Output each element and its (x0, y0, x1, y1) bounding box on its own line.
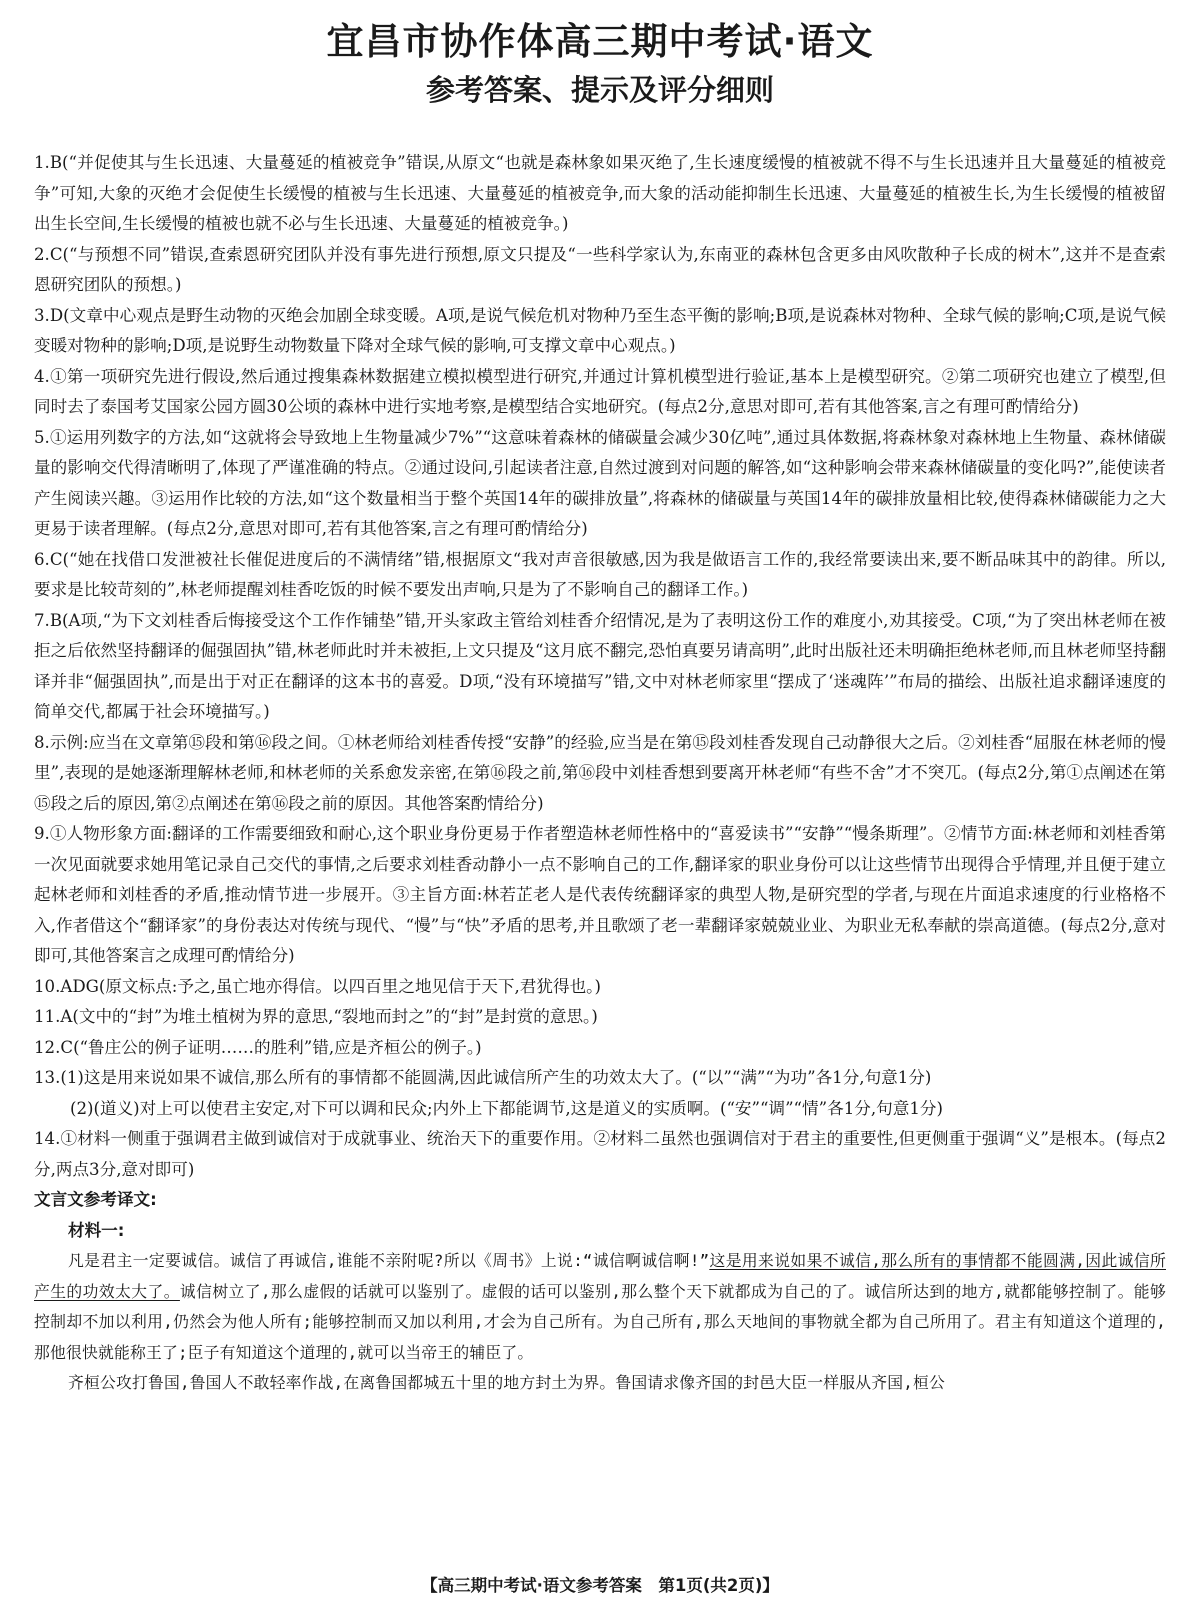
answer-text: ADG(原文标点:予之,虽亡地亦得信。以四百里之地见信于天下,君犹得也。) (60, 976, 601, 996)
answer-item-13-part2: (2)(道义)对上可以使君主安定,对下可以调和民众;内外上下都能调节,这是道义的实质啊。(“安”“调”“情”各1分,句意1分) (70, 1098, 943, 1118)
answer-number: 12. (34, 1037, 61, 1057)
answer-text: (1)这是用来说如果不诚信,那么所有的事情都不能圆满,因此诚信所产生的功效太大了。(“以”“满”“为功”各1分,句意1分) (60, 1068, 932, 1087)
answer-item-3 (34, 301, 1166, 362)
answer-text: C(“鲁庄公的例子证明……的胜利”错,应是齐桓公的例子。) (60, 1037, 482, 1057)
answer-content (34, 148, 1166, 1399)
answer-text: ①运用列数字的方法,如“这就将会导致地上生物量减少7%”“这意味着森林的储碳量会减少30亿吨”,通过具体数据,将森林象对森林地上生物量、森林储碳量的影响交代得清晰明了,体现了严谨准确的特点。②通过设问,引起读者注意,自然过渡到对问题的解答,如“这种影响会带来森林储碳量的变化吗?”,能使读者产生阅读兴趣。③运用作比较的方法,如“这个数量相当于整个英国14年的碳排放量”,将森林的储碳量与英国14年的碳排放量相比较,使得森林储碳能力之大更易于读者理解。(每点2分,意思对即可,若有其他答案,言之有理可酌情给分) (34, 427, 1166, 538)
translation-text: 凡是君主一定要诚信。诚信了再诚信,谁能不亲附呢?所以《周书》上说:“诚信啊诚信啊!” (68, 1251, 710, 1270)
answer-number: 11. (34, 1007, 61, 1026)
answer-text: ①第一项研究先进行假设,然后通过搜集森林数据建立模拟模型进行研究,并通过计算机模型进行验证,基本上是模型研究。②第二项研究也建立了模型,但同时去了泰国考艾国家公园方圆30公顷的森林中进行实地考察,是模型结合实地研究。(每点2分,意思对即可,若有其他答案,言之有理可酌情给分) (34, 366, 1166, 416)
answer-item-11 (34, 1002, 1166, 1033)
translation-heading: 文言文参考译文: (34, 1190, 157, 1209)
answer-number: 6. (34, 549, 50, 569)
answer-number: 1. (34, 153, 50, 172)
answer-item-7 (34, 606, 1166, 728)
answer-number: 8. (34, 732, 50, 752)
answer-text: C(“她在找借口发泄被社长催促进度后的不满情绪”错,根据原文“我对声音很敏感,因为我是做语言工作的,我经常要读出来,要不断品味其中的韵律。所以,要求是比较苛刻的”,林老师提醒刘桂香吃饭的时候不要发出声响,只是为了不影响自己的翻译工作。) (34, 549, 1166, 599)
page-subtitle: 参考答案、提示及评分细则 (425, 73, 774, 107)
answer-number: 3. (34, 305, 50, 325)
answer-number: 14. (34, 1129, 61, 1148)
answer-number: 9. (34, 824, 50, 843)
translation-paragraph-1 (34, 1246, 1166, 1368)
answer-text: B(“并促使其与生长迅速、大量蔓延的植被竞争”错误,从原文“也就是森林象如果灭绝了,生长速度缓慢的植被就不得不与生长迅速并且大量蔓延的植被竞争”可知,大象的灭绝才会促使生长缓慢的植被与生长迅速、大量蔓延的植被竞争,而大象的活动能抑制生长迅速、大量蔓延的植被生长,为生长缓慢的植被留出生长空间,生长缓慢的植被也就不必与生长迅速、大量蔓延的植被竞争。) (34, 153, 1166, 233)
answer-text: 示例:应当在文章第⑮段和第⑯段之间。①林老师给刘桂香传授“安静”的经验,应当是在第⑮段刘桂香发现自己动静很大之后。②刘桂香“屈服在林老师的慢里”,表现的是她逐渐理解林老师,和林老师的关系愈发亲密,在第⑯段之前,第⑯段中刘桂香想到要离开林老师“有些不舍”才不突兀。(每点2分,第①点阐述在第⑮段之后的原因,第②点阐述在第⑯段之前的原因。其他答案酌情给分) (34, 732, 1166, 813)
material-one-heading: 材料一: (68, 1220, 125, 1240)
answer-text: ①材料一侧重于强调君主做到诚信对于成就事业、统治天下的重要作用。②材料二虽然也强调信对于君主的重要性,但更侧重于强调“义”是根本。(每点2分,两点3分,意对即可) (34, 1129, 1166, 1179)
answer-number: 13. (34, 1068, 61, 1087)
answer-text: C(“与预想不同”错误,查索恩研究团队并没有事先进行预想,原文只提及“一些科学家认为,东南亚的森林包含更多由风吹散种子长成的树木”,这并不是查索恩研究团队的预想。) (34, 244, 1166, 294)
answer-text: D(文章中心观点是野生动物的灭绝会加剧全球变暖。A项,是说气候危机对物种乃至生态平衡的影响;B项,是说森林对物种、全球气候的影响;C项,是说气候变暖对物种的影响;D项,是说野生动物数量下降对全球气候的影响,可支撑文章中心观点。) (34, 305, 1166, 355)
translation-paragraph-2: 齐桓公攻打鲁国,鲁国人不敢轻率作战,在离鲁国都城五十里的地方封土为界。鲁国请求像齐国的封邑大臣一样服从齐国,桓公 (68, 1373, 945, 1392)
answer-number: 4. (34, 366, 50, 386)
answer-item-12 (34, 1033, 1166, 1064)
answer-item-6 (34, 545, 1166, 606)
answer-number: 10. (34, 976, 61, 996)
answer-item-10 (34, 972, 1166, 1003)
page-footer: 【高三期中考试·语文参考答案 第1页(共2页)】 (421, 1576, 779, 1595)
answer-item-14 (34, 1124, 1166, 1185)
answer-item-4 (34, 362, 1166, 423)
page-title: 宜昌市协作体高三期中考试·语文 (326, 20, 874, 63)
answer-number: 5. (34, 427, 50, 447)
answer-text: B(A项,“为下文刘桂香后悔接受这个工作作铺垫”错,开头家政主管给刘桂香介绍情况,是为了表明这份工作的难度小,劝其接受。C项,“为了突出林老师在被拒之后依然坚持翻译的倔强固执”错,林老师此时并未被拒,上文只提及“这月底不翻完,恐怕真要另请高明”,此时出版社还未明确拒绝林老师,而且林老师坚持翻译并非“倔强固执”,而是出于对正在翻译的这本书的喜爱。D项,“没有环境描写”错,文中对林老师家里“摆成了‘迷魂阵’”布局的描绘、出版社追求翻译速度的简单交代,都属于社会环境描写。) (34, 610, 1166, 721)
answer-item-8 (34, 728, 1166, 820)
answer-text: A(文中的“封”为堆土植树为界的意思,“裂地而封之”的“封”是封赏的意思。) (60, 1007, 598, 1026)
answer-item-13 (34, 1063, 1166, 1094)
answer-number: 7. (34, 610, 50, 630)
answer-text: ①人物形象方面:翻译的工作需要细致和耐心,这个职业身份更易于作者塑造林老师性格中的“喜爱读书”“安静”“慢条斯理”。②情节方面:林老师和刘桂香第一次见面就要求她用笔记录自己交代的事情,之后要求刘桂香动静小一点不影响自己的工作,翻译家的职业身份可以让这些情节出现得合乎情理,并且便于建立起林老师和刘桂香的矛盾,推动情节进一步展开。③主旨方面:林若芷老人是代表传统翻译家的典型人物,是研究型的学者,与现在片面追求速度的行业格格不入,作者借这个“翻译家”的身份表达对传统与现代、“慢”与“快”矛盾的思考,并且歌颂了老一辈翻译家兢兢业业、为职业无私奉献的崇高道德。(每点2分,意对即可,其他答案言之成理可酌情给分) (34, 824, 1166, 965)
answer-item-2 (34, 240, 1166, 301)
answer-item-1 (34, 148, 1166, 240)
translation-text: 诚信树立了,那么虚假的话就可以鉴别了。虚假的话可以鉴别,那么整个天下就都成为自己的了。诚信所达到的地方,就都能够控制了。能够控制却不加以利用,仍然会为他人所有;能够控制而又加以利用,才会为自己所有。为自己所有,那么天地间的事物就全都为自己所用了。君主有知道这个道理的,那他很快就能称王了;臣子有知道这个道理的,就可以当帝王的辅臣了。 (34, 1281, 1166, 1362)
answer-item-9 (34, 819, 1166, 972)
answer-number: 2. (34, 244, 50, 264)
answer-item-5 (34, 423, 1166, 545)
underlined-translation: 这是用来说如果不诚信,那么所有的事情都不能圆满,因此诚信所产生的功效太大了。 (34, 1251, 1166, 1301)
